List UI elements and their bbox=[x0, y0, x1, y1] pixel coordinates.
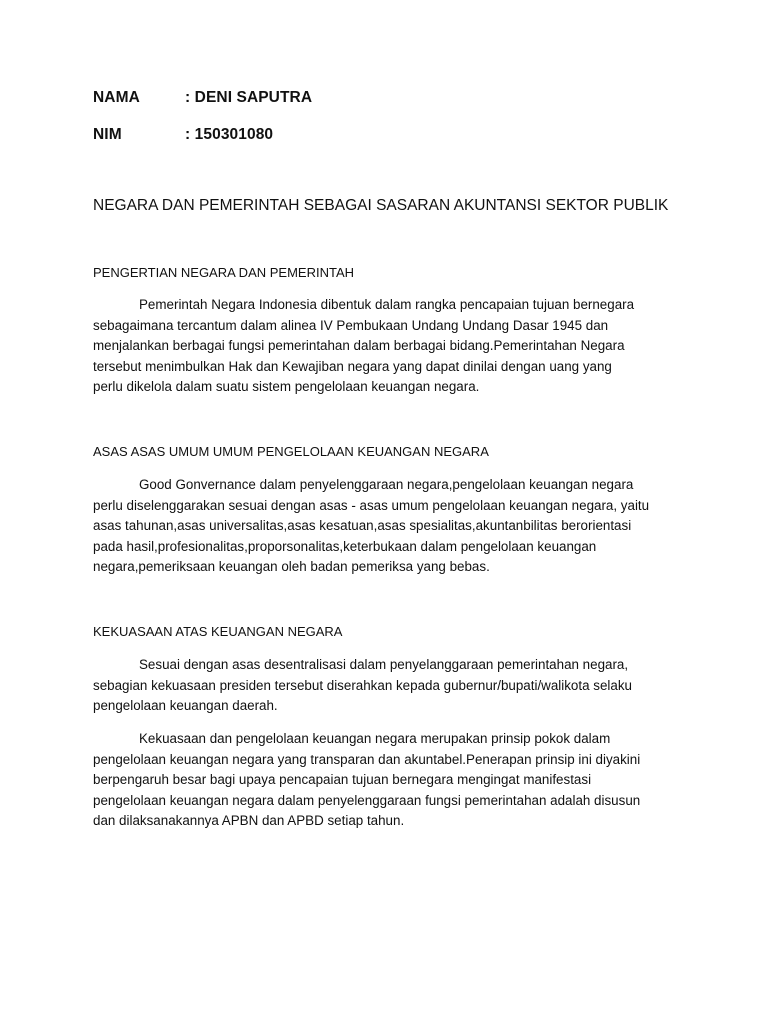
name-row bbox=[93, 89, 312, 107]
paragraph-pengertian bbox=[93, 295, 677, 398]
paragraph-line: perlu diselenggarakan sesuai dengan asas - asas umum pengelolaan keuangan negara, yaitu bbox=[93, 497, 650, 513]
nim-row bbox=[93, 126, 273, 144]
paragraph-line: Pemerintah Negara Indonesia dibentuk dalam rangka pencapaian tujuan bernegara bbox=[139, 297, 635, 312]
paragraph-kekuasaan-2 bbox=[93, 729, 677, 832]
paragraph-line: pengelolaan keuangan negara dalam penyelenggaraan fungsi pemerintahan adalah disusun bbox=[93, 792, 641, 808]
paragraph-kekuasaan-1 bbox=[93, 655, 677, 717]
paragraph-line: pengelolaan keuangan daerah. bbox=[93, 698, 278, 713]
paragraph-line: negara,pemeriksaan keuangan oleh badan pemeriksa yang bebas. bbox=[93, 559, 490, 574]
nim-label: NIM bbox=[93, 126, 122, 143]
section-heading-pengertian: PENGERTIAN NEGARA DAN PEMERINTAH bbox=[93, 265, 355, 280]
paragraph-line: sebagaimana tercantum dalam alinea IV Pembukaan Undang Undang Dasar 1945 dan bbox=[93, 317, 609, 333]
name-value: : DENI SAPUTRA bbox=[185, 89, 313, 106]
paragraph-line: Kekuasaan dan pengelolaan keuangan negara merupakan prinsip pokok dalam bbox=[139, 731, 611, 746]
paragraph-line: Sesuai dengan asas desentralisasi dalam penyelanggaraan pemerintahan negara, bbox=[139, 657, 629, 672]
paragraph-line: pada hasil,profesionalitas,proporsonalitas,keterbukaan dalam pengelolaan keuangan bbox=[93, 538, 597, 554]
paragraph-line: menjalankan berbagai fungsi pemerintahan dalam berbagai bidang.Pemerintahan Negara bbox=[93, 338, 625, 353]
paragraph-line: Good Gonvernance dalam penyelenggaraan negara,pengelolaan keuangan negara bbox=[139, 477, 634, 492]
paragraph-asas bbox=[93, 475, 677, 578]
paragraph-line: berpengaruh besar bagi upaya pencapaian tujuan bernegara mengingat manifestasi bbox=[93, 772, 592, 787]
section-heading-kekuasaan: KEKUASAAN ATAS KEUANGAN NEGARA bbox=[93, 624, 343, 639]
paragraph-line: asas tahunan,asas universalitas,asas kesatuan,asas spesialitas,akuntanbilitas berorientasi bbox=[93, 518, 632, 533]
paragraph-line: pengelolaan keuangan negara yang transparan dan akuntabel.Penerapan prinsip ini diyakini bbox=[93, 751, 641, 767]
paragraph-line: tersebut menimbulkan Hak dan Kewajiban negara yang dapat dinilai dengan uang yang bbox=[93, 358, 612, 374]
paragraph-line: sebagian kekuasaan presiden tersebut diserahkan kepada gubernur/bupati/walikota selaku bbox=[93, 677, 632, 693]
nim-value: : 150301080 bbox=[185, 126, 274, 143]
paragraph-line: dan dilaksanakannya APBN dan APBD setiap tahun. bbox=[93, 813, 405, 828]
name-label: NAMA bbox=[93, 89, 140, 106]
document-title: NEGARA DAN PEMERINTAH SEBAGAI SASARAN AKUNTANSI SEKTOR PUBLIK bbox=[93, 197, 669, 214]
section-heading-asas: ASAS ASAS UMUM UMUM PENGELOLAAN KEUANGAN NEGARA bbox=[93, 444, 489, 459]
paragraph-line: perlu dikelola dalam suatu sistem pengelolaan keuangan negara. bbox=[93, 379, 480, 394]
